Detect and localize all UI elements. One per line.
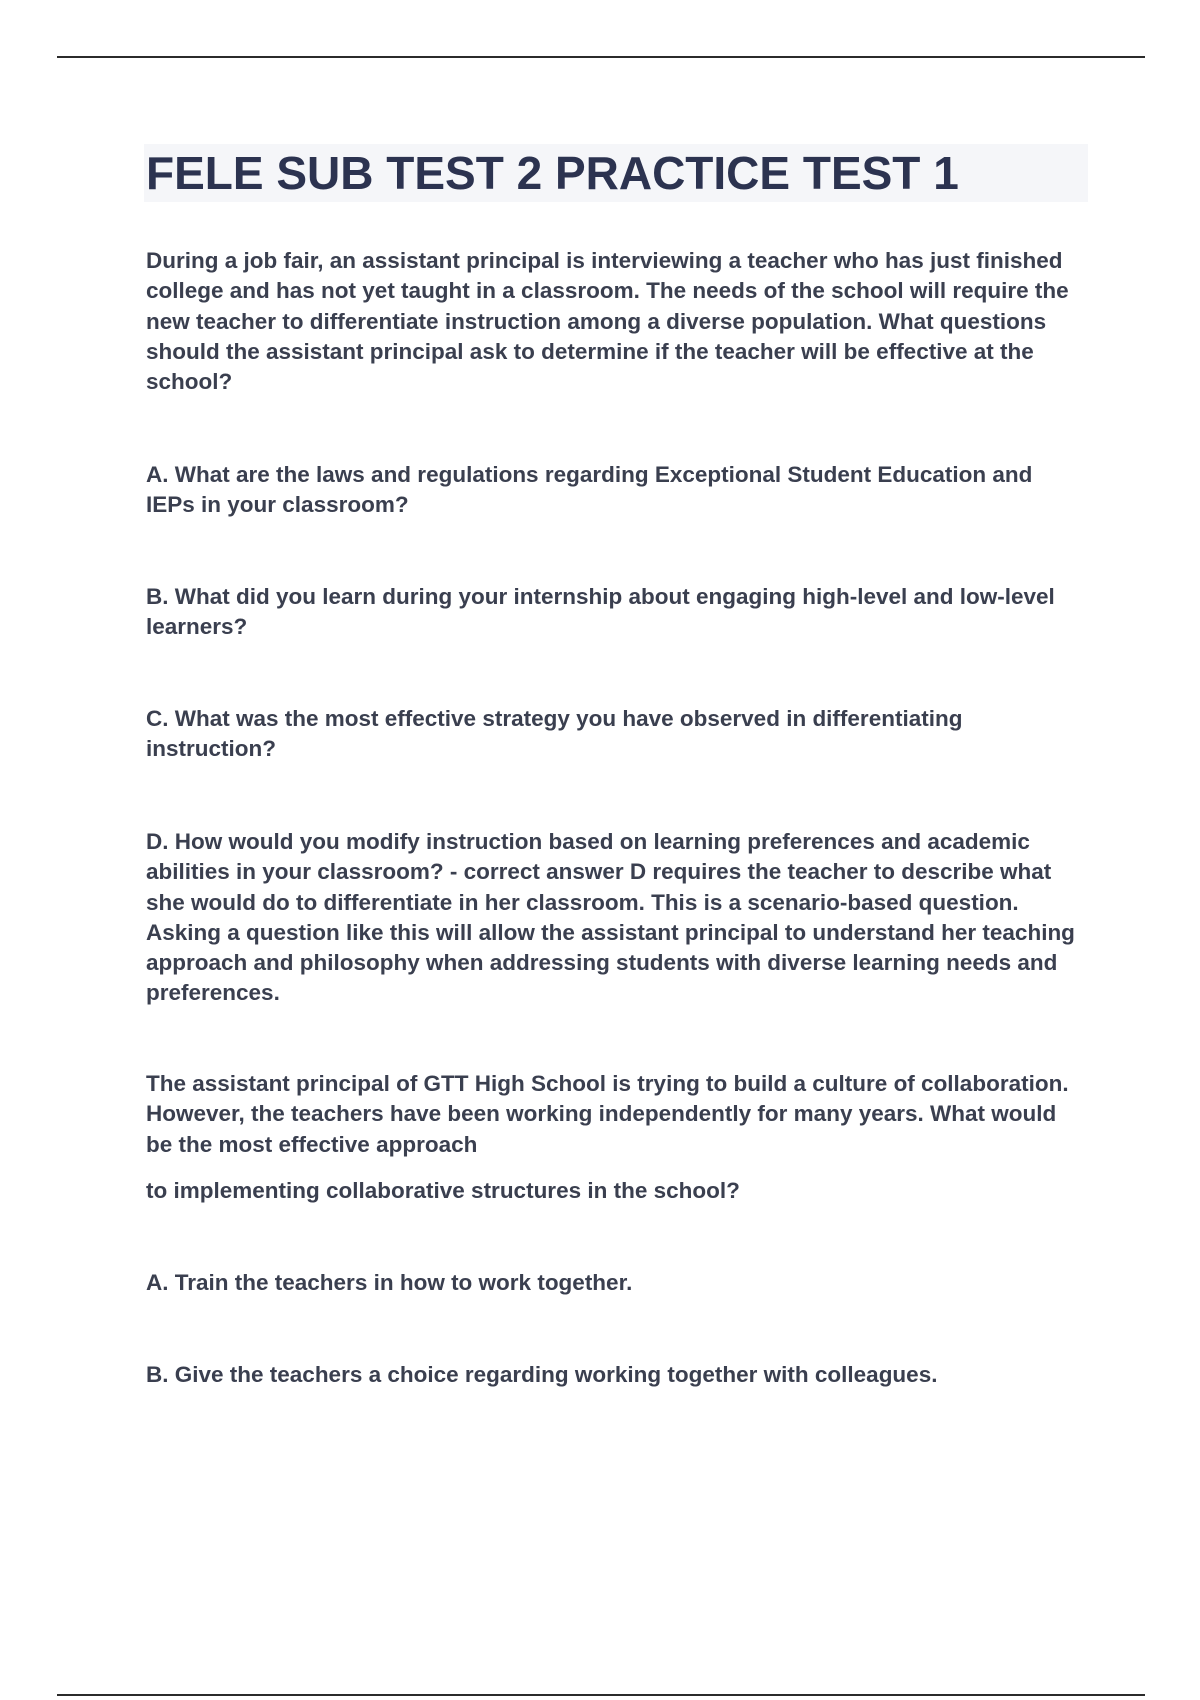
question-1-option-c: C. What was the most effective strategy you have observed in differentiating instruction? [146,706,963,762]
question-1-option-b: B. What did you learn during your internship about engaging high-level and low-level learners? [146,584,1055,640]
question-2-stem-continued: to implementing collaborative structures in the school? [146,1178,740,1203]
question-2-option-a: A. Train the teachers in how to work together. [146,1270,633,1295]
question-1-option-a: A. What are the laws and regulations regarding Exceptional Student Education and IEPs in your classroom? [146,462,1033,518]
title-banner [144,144,1088,202]
top-divider [57,56,1145,58]
bottom-divider [57,1694,1145,1696]
question-2-option-b: B. Give the teachers a choice regarding working together with colleagues. [146,1362,938,1387]
page-title: FELE SUB TEST 2 PRACTICE TEST 1 [146,147,959,199]
question-2-stem: The assistant principal of GTT High School is trying to build a culture of collaboration. However, the teachers have been working independently for many years. What would be the most effective approach [146,1071,1069,1157]
question-1-stem: During a job fair, an assistant principal is interviewing a teacher who has just finished college and has not yet taught in a classroom. The needs of the school will require the new teacher to differentiate instruction among a diverse population. What questions should the assistant principal ask to determine if the teacher will be effective at the school? [146,248,1069,395]
question-1-option-d-answer: D. How would you modify instruction based on learning preferences and academic abilities in your classroom? - correct answer D requires the teacher to describe what she would do to differentiate in her classroom. This is a scenario-based question. Asking a question like this will allow the assistant principal to understand her teaching approach and philosophy when addressing students with diverse learning needs and preferences. [146,829,1075,1006]
